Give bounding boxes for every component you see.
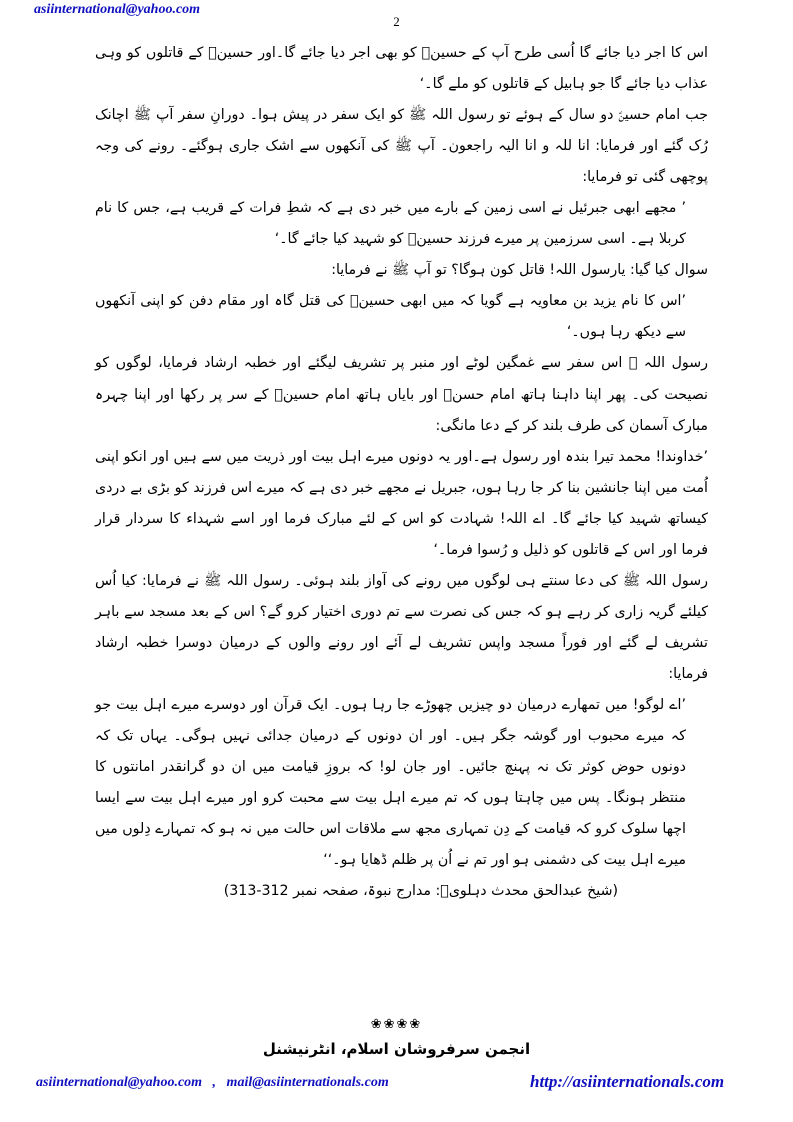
header-email[interactable]: asiinternational@yahoo.com (34, 2, 201, 17)
quote-paragraph: ’ مجھے ابھی جبرئیل نے اسی زمین کے بارے میں خبر دی ہے کہ شطِ فرات کے قریب ہے، جس کا نام کربلا ہے۔ اسی سرزمین پر میرے فرزند حسینؑ کو شہید کیا جائے گا۔‘ (95, 200, 686, 248)
quote-paragraph: ’خداوندا! محمد تیرا بندہ اور رسول ہے۔اور یہ دونوں میرے اہل بیت اور ذریت میں سے ہیں اور انکو اپنی اُمت میں اپنا جانشین بنا کر جا رہا ہوں، جبریل نے مجھے خبر دی ہے کہ میرے اس فرزند کو بڑی بے دردی کیساتھ شہید کیا جائے گا۔ اے اللہ! شہادت کو اس کے لئے مبارک فرما اور اسے شہداء کا سردار قرار فرما اور اس کے قاتلوں کو ذلیل و رُسوا فرما۔‘ (95, 448, 708, 558)
page-number: 2 (393, 14, 400, 29)
paragraph: جب امام حسینؑ دو سال کے ہوئے تو رسول اللہ ﷺ کو ایک سفر در پیش ہوا۔ دورانِ سفر آپ ﷺ اچانک رُک گئے اور فرمایا: انا للہ و انا الیہ راجعون۔ آپ ﷺ کی آنکھوں سے اشک جاری ہوگئے۔ رونے کی وجہ پوچھی گئی تو فرمایا: (95, 107, 708, 186)
footer-emails[interactable]: asiinternational@yahoo.com , mail@asiinternationals.com (36, 1075, 389, 1090)
paragraph: رسول اللہ ﷺ اس سفر سے غمگین لوٹے اور منبر پر تشریف لیگئے اور خطبہ ارشاد فرمایا، لوگوں کو نصیحت کی۔ پھر اپنا داہنا ہاتھ امام حسنؑ اور بایاں ہاتھ امام حسینؑ کے سر پر رکھا اور اپنا چہرہ مبارک آسمان کی طرف بلند کر کے دعا مانگی: (95, 355, 708, 434)
paragraph: رسول اللہ ﷺ کی دعا سنتے ہی لوگوں میں رونے کی آواز بلند ہوئی۔ رسول اللہ ﷺ نے فرمایا: کیا اُس کیلئے گریہ زاری کر رہے ہو کہ جس کی نصرت سے تم دوری اختیار کرو گے؟ اس کے بعد مسجد سے باہر تشریف لے گئے اور فوراً مسجد واپس تشریف لے آئے اور رونے والوں کے درمیان دوسرا خطبہ ارشاد فرمایا: (95, 572, 708, 682)
paragraph: سوال کیا گیا: یارسول اللہ! قاتل کون ہوگا؟ تو آپ ﷺ نے فرمایا: (331, 262, 708, 279)
ornament-divider: ❀❀❀❀ (370, 1017, 423, 1032)
source-citation: (شیخ عبدالحق محدث دہلویؒ: مدارج نبوۃ، صفحہ نمبر 312-313) (223, 883, 618, 900)
footer-website-link[interactable]: http://asiinternationals.com (530, 1072, 725, 1091)
quote-paragraph: ’اس کا نام یزید بن معاویہ ہے گویا کہ میں ابھی حسینؑ کی قتل گاہ اور مقام دفن کو اپنی آنکھوں سے دیکھ رہا ہوں۔‘ (95, 293, 686, 341)
article-body (95, 38, 708, 1001)
quote-paragraph: ’اے لوگو! میں تمھارے درمیان دو چیزیں چھوڑے جا رہا ہوں۔ ایک قرآن اور دوسرے میرے اہل بیت جو کہ میرے محبوب اور گوشہ جگر ہیں۔ اور ان دونوں کے درمیان جدائی نہیں ہوگی۔ یہاں تک کہ دونوں حوض کوثر تک نہ پہنچ جائیں۔ اور جان لو! کہ بروزِ قیامت میں ان دو گرانقدر امانتوں کا منتظر ہونگا۔ پس میں چاہتا ہوں کہ تم میرے اہل بیت سے محبت کرو اور میرے اہل بیت سے ایسا اچھا سلوک کرو کہ قیامت کے دِن تمہاری مجھ سے ملاقات اس حالت میں نہ ہو کہ تمہارے دِلوں میں میرے اہل بیت کی دشمنی ہو اور تم نے اُن پر ظلم ڈھایا ہو۔‘‘ (95, 696, 686, 869)
organization-name: انجمن سرفروشان اسلام، انٹرنیشنل (262, 1040, 531, 1058)
paragraph: اس کا اجر دیا جائے گا اُسی طرح آپ کے حسینؑ کو بھی اجر دیا جائے گا۔اور حسینؑ کے قاتلوں کو وہی عذاب دیا جائے گا جو ہابیل کے قاتلوں کو ملے گا۔‘ (95, 45, 708, 93)
